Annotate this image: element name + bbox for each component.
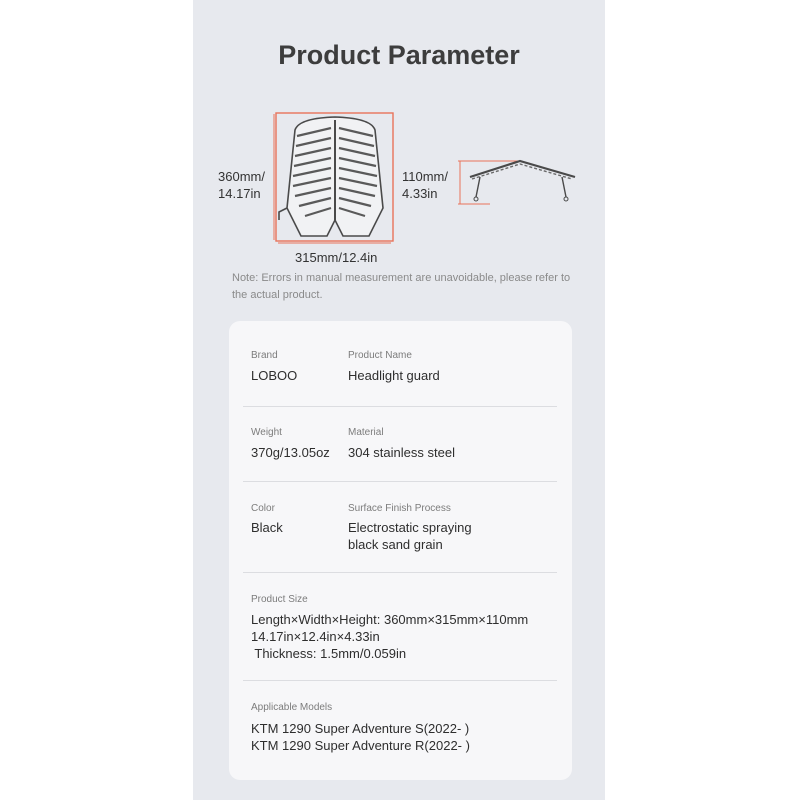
brand-label: Brand [251,350,278,361]
product-size-label: Product Size [251,594,308,605]
divider [243,572,557,573]
applicable-models-value: KTM 1290 Super Adventure S(2022- ) KTM 1290 Super Adventure R(2022- ) [251,721,470,753]
surface-finish-value: Electrostatic spraying black sand grain [348,520,472,552]
product-name-label: Product Name [348,350,412,361]
page-title: Product Parameter [278,40,520,70]
height-dimension-label: 360mm/ 14.17in [218,169,265,201]
product-size-value: Length×Width×Height: 360mm×315mm×110mm 14.17in×12.4in×4.33in Thickness: 1.5mm/0.059in [251,612,529,661]
product-name-value: Headlight guard [348,368,440,383]
depth-dimension-label: 110mm/ 4.33in [402,169,448,201]
spec-card [229,321,572,780]
width-dimension-label: 315mm/12.4in [295,250,378,265]
front-view-diagram [265,108,405,248]
applicable-models-label: Applicable Models [251,702,333,713]
weight-value: 370g/13.05oz [251,445,330,460]
side-view-diagram [450,155,580,215]
brand-value: LOBOO [251,368,298,383]
color-value: Black [251,520,283,535]
surface-finish-label: Surface Finish Process [348,503,451,514]
divider [243,406,557,407]
measurement-note: Note: Errors in manual measurement are unavoidable, please refer to the actual product. [232,272,571,301]
weight-label: Weight [251,427,282,438]
material-value: 304 stainless steel [348,445,455,460]
divider [243,481,557,482]
material-label: Material [348,427,384,438]
color-label: Color [251,503,275,514]
divider [243,680,557,681]
